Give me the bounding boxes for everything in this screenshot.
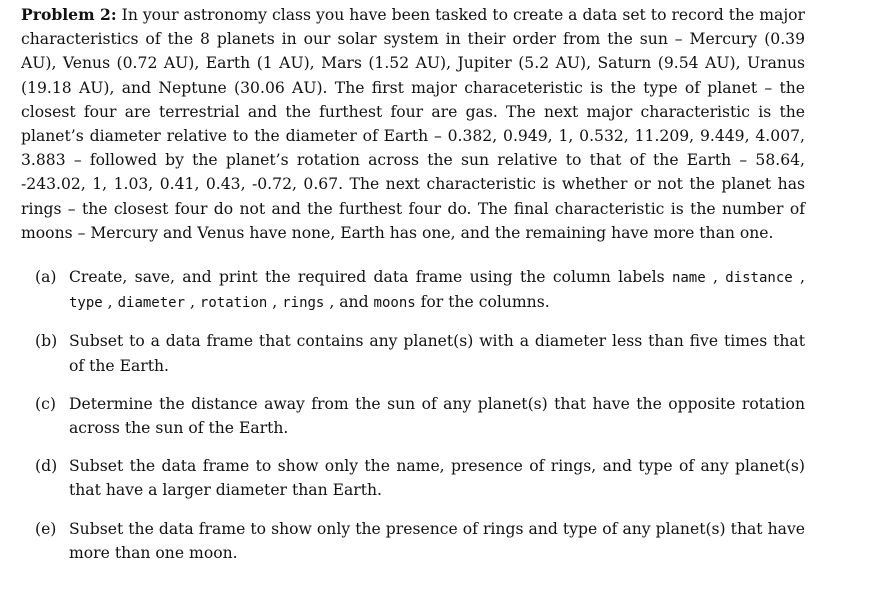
part-b-text: Subset to a data frame that contains any planet(s) with a diameter less than five times that of the Earth. (69, 332, 805, 375)
column-label-rotation: rotation (199, 295, 268, 312)
part-c-text: Determine the distance away from the sun of any planet(s) that have the opposite rotation across the sun of the Earth. (69, 394, 805, 438)
part-b-label: (b) (35, 332, 58, 351)
column-label-rings: rings (282, 295, 325, 312)
part-a-separator-1: , (705, 268, 726, 287)
problem-statement (21, 3, 805, 245)
part-a-separator-6: , and (324, 293, 374, 312)
part-c-label: (c) (35, 394, 56, 413)
part-b (21, 329, 805, 377)
column-label-distance: distance (725, 270, 793, 287)
part-a-text-after: for the columns. (415, 293, 550, 312)
part-e (21, 517, 805, 565)
part-c (21, 392, 805, 440)
part-e-label: (e) (35, 519, 57, 538)
problem-title: Problem 2: (21, 5, 117, 24)
part-a-separator-3: , (102, 293, 118, 312)
part-a-separator-4: , (185, 293, 200, 312)
part-a-separator-2: , (792, 268, 805, 287)
part-d (21, 454, 805, 502)
part-d-text: Subset the data frame to show only the name, presence of rings, and type of any planet(s) that have a larger diameter than Earth. (69, 457, 805, 500)
column-label-diameter: diameter (117, 295, 186, 312)
column-label-name: name (671, 270, 706, 287)
part-a-separator-5: , (267, 293, 283, 312)
part-a-text-before: Create, save, and print the required data frame using the column labels (69, 268, 672, 287)
part-e-text: Subset the data frame to show only the presence of rings and type of any planet(s) that have more than one moon. (69, 519, 805, 562)
column-label-moons: moons (373, 295, 416, 312)
part-d-label: (d) (35, 457, 58, 476)
part-a-label: (a) (35, 268, 57, 287)
part-a (21, 265, 805, 315)
problem-page (21, 3, 805, 565)
problem-parts-list (21, 265, 805, 565)
problem-body: In your astronomy class you have been tasked to create a data set to record the major characteristics of the 8 planets in our solar system in their order from the sun – Mercury (0.39 AU), Venus (0.72 AU), Earth (1 AU), Mars (1.52 AU), Jupiter (5.2 AU), Saturn (9.54 AU), Uranus (19.18 AU), and Neptune (30.06 AU). The first major characeteristic is the type of planet – the closest four are terrestrial and the furthest four are gas. The next major characteristic is the planet’s diameter relative to the diameter of Earth – 0.382, 0.949, 1, 0.532, 11.209, 9.449, 4.007, 3.883 – followed by the planet’s rotation across the sun relative to that of the Earth – 58.64, -243.02, 1, 1.03, 0.41, 0.43, -0.72, 0.67. The next characteristic is whether or not the planet has rings – the closest four do not and the furthest four do. The final characteristic is the number of moons – Mercury and Venus have none, Earth has one, and the remaining have more than one. (21, 6, 805, 242)
column-label-type: type (69, 295, 103, 312)
